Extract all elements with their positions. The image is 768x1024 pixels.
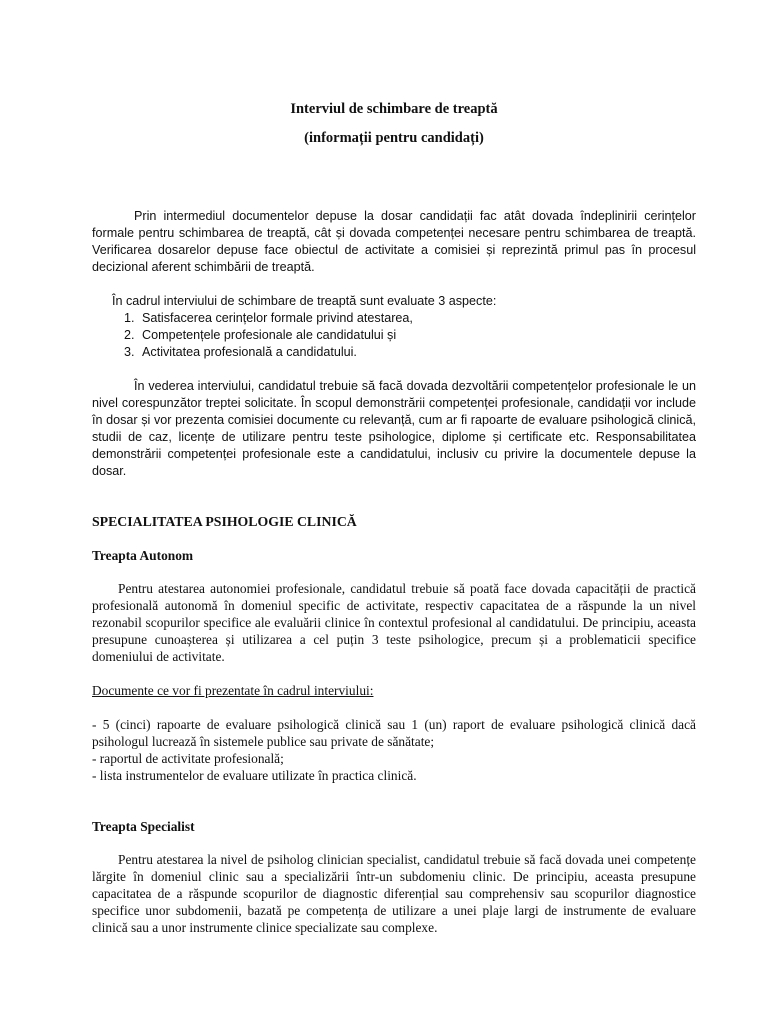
docs-item: - lista instrumentelor de evaluare utilizate în practica clinică. <box>92 768 417 783</box>
docs-item: - raportul de activitate profesională; <box>92 751 284 766</box>
aspects-list-item: 3. Activitatea profesională a candidatului. <box>138 344 696 361</box>
aspects-list-block <box>92 293 696 361</box>
aspects-list <box>92 310 696 361</box>
document-title: Interviul de schimbare de treaptă <box>290 101 498 117</box>
specialist-heading: Treapta Specialist <box>92 819 195 834</box>
aspects-list-intro: În cadrul interviului de schimbare de treaptă sunt evaluate 3 aspecte: <box>112 294 497 308</box>
competence-paragraph <box>92 378 696 480</box>
docs-list <box>92 716 696 784</box>
autonom-paragraph <box>92 580 696 665</box>
intro-text: Prin intermediul documentelor depuse la dosar candidații fac atât dovada îndeplinirii cerințelor formale pentru schimbarea de treaptă, cât și dovada competenței necesare pentru schimbarea de treaptă. Verificarea dosarelor depuse face obiectul de activitate a comisiei și reprezintă primul pas în procesul decizional aferent schimbării de treaptă. <box>92 209 696 274</box>
specialist-text: Pentru atestarea la nivel de psiholog clinician specialist, candidatul trebuie să facă dovada unei competențe lărgite în domeniul clinic sau a specializării într-un subdomeniu clinic. De principiu, aceasta presupune capacitatea de a răspunde scopurilor de diagnostic diferențial sau comprehensiv sau scopurilor diagnostice specifice unor subdomenii, bazată pe competența de utilizare a unei plaje largi de instrumente de evaluare clinică sau a unor instrumente clinice specializate sau complexe. <box>92 852 696 935</box>
specialist-paragraph <box>92 851 696 936</box>
autonom-heading: Treapta Autonom <box>92 548 194 563</box>
intro-paragraph <box>92 208 696 276</box>
document-subtitle: (informații pentru candidați) <box>304 130 484 146</box>
docs-item: - 5 (cinci) rapoarte de evaluare psihologică clinică sau 1 (un) raport de evaluare psihologică clinică dacă psihologul lucrează în sistemele publice sau private de sănătate; <box>92 717 696 749</box>
section-heading: SPECIALITATEA PSIHOLOGIE CLINICĂ <box>92 514 357 529</box>
aspects-list-item: 1. Satisfacerea cerințelor formale privind atestarea, <box>138 310 696 327</box>
docs-heading: Documente ce vor fi prezentate în cadrul interviului: <box>92 683 374 698</box>
aspects-list-item: 2. Competențele profesionale ale candidatului și <box>138 327 696 344</box>
competence-text: În vederea interviului, candidatul trebuie să facă dovada dezvoltării competențelor profesionale le un nivel corespunzător treptei solicitate. În scopul demonstrării competenței profesionale, candidații vor include în dosar și vor prezenta comisiei documente cu relevanță, cum ar fi rapoarte de evaluare psihologică clinică, studii de caz, licențe de utilizare pentru teste psihologice, diplome și certificate etc. Responsabilitatea demonstrării competenței profesionale este a candidatului, inclusiv cu privire la documentele depuse la dosar. <box>92 379 696 478</box>
autonom-text: Pentru atestarea autonomiei profesionale, candidatul trebuie să poată face dovada capacității de practică profesională autonomă în domeniul specific de activitate, respectiv capacitatea de a răspunde la un nivel rezonabil scopurilor specifice ale evaluării clinice în contextul profesional al candidatului. De principiu, aceasta presupune cunoașterea și utilizarea a cel puțin 3 teste psihologice, precum și a problematicii specifice domeniului de activitate. <box>92 581 696 664</box>
